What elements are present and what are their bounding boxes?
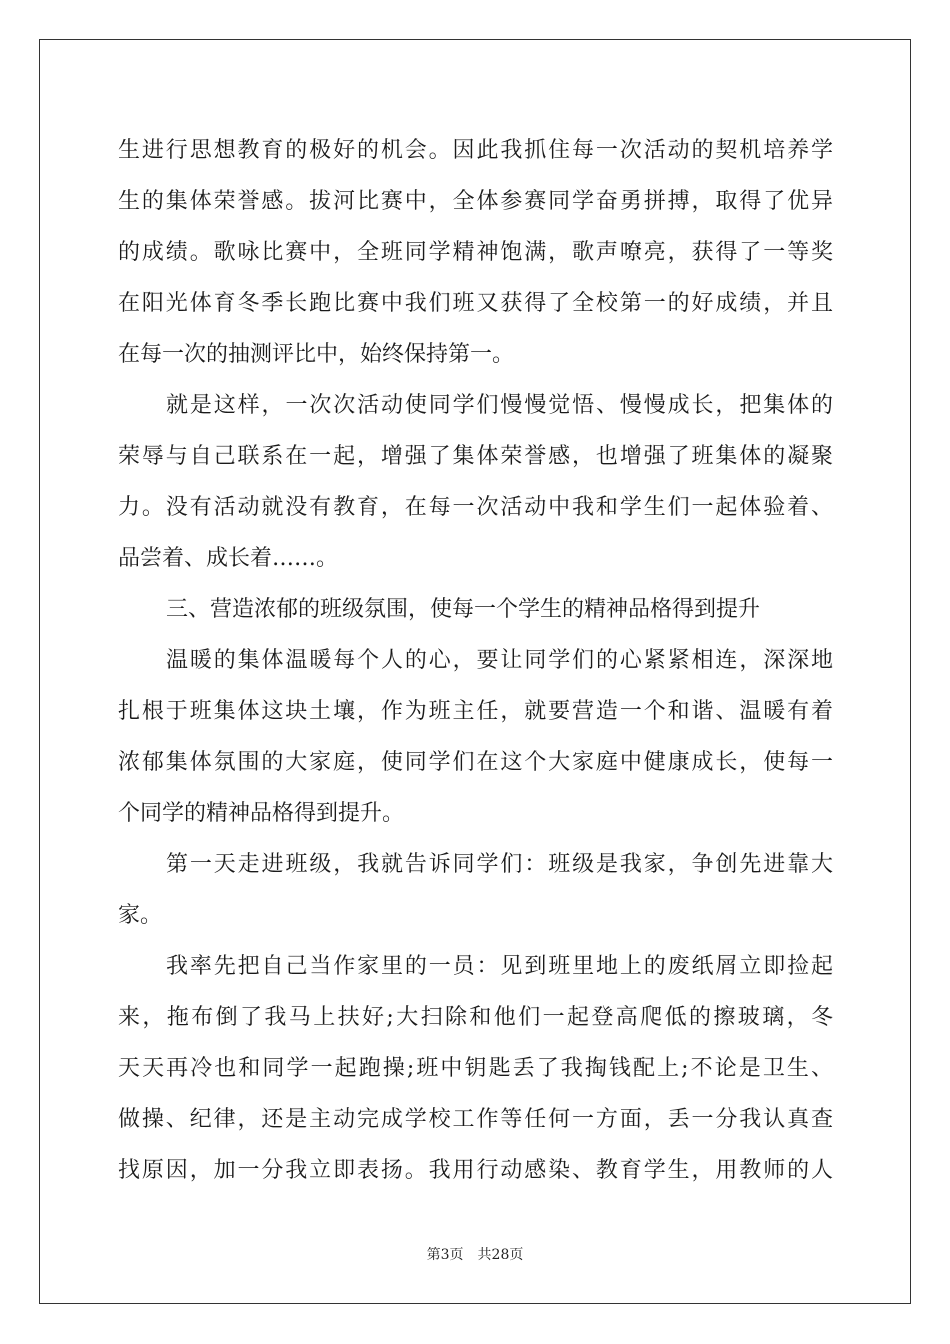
text-line: 找原因，加一分我立即表扬。我用行动感染、教育学生，用教师的人 <box>118 1158 833 1183</box>
text-line: 生进行思想教育的极好的机会。因此我抓住每一次活动的契机培养学 <box>118 138 833 163</box>
text-line: 生的集体荣誉感。拔河比赛中，全体参赛同学奋勇拼搏，取得了优异 <box>118 189 833 214</box>
text-line: 来，拖布倒了我马上扶好;大扫除和他们一起登高爬低的擦玻璃，冬 <box>118 1005 833 1030</box>
text-line: 浓郁集体氛围的大家庭，使同学们在这个大家庭中健康成长，使每一 <box>118 750 833 775</box>
text-line: 我率先把自己当作家里的一员：见到班里地上的废纸屑立即捡起 <box>166 954 833 979</box>
text-line: 品尝着、成长着……。 <box>118 546 339 571</box>
text-line: 荣辱与自己联系在一起，增强了集体荣誉感，也增强了班集体的凝聚 <box>118 444 833 469</box>
text-line: 家。 <box>118 903 163 928</box>
page-footer <box>0 1244 950 1264</box>
text-line: 第一天走进班级，我就告诉同学们：班级是我家，争创先进靠大 <box>166 852 833 877</box>
paragraph <box>118 839 833 941</box>
text-line: 天天再冷也和同学一起跑操;班中钥匙丢了我掏钱配上;不论是卫生、 <box>118 1056 833 1081</box>
text-line: 在每一次的抽测评比中，始终保持第一。 <box>118 342 515 367</box>
text-line: 个同学的精神品格得到提升。 <box>118 801 405 826</box>
section-heading <box>118 584 833 635</box>
paragraph <box>118 941 833 1196</box>
paragraph <box>118 635 833 839</box>
page-total: 共28页 <box>477 1247 524 1263</box>
text-line: 温暖的集体温暖每个人的心，要让同学们的心紧紧相连，深深地 <box>166 648 833 673</box>
text-line: 力。没有活动就没有教育，在每一次活动中我和学生们一起体验着、 <box>118 495 833 520</box>
page-number: 第3页 <box>426 1247 464 1263</box>
text-line: 就是这样，一次次活动使同学们慢慢觉悟、慢慢成长，把集体的 <box>166 393 833 418</box>
paragraph <box>118 125 833 380</box>
paragraph <box>118 380 833 584</box>
text-line: 做操、纪律，还是主动完成学校工作等任何一方面，丢一分我认真查 <box>118 1107 833 1132</box>
text-line: 的成绩。歌咏比赛中，全班同学精神饱满，歌声嘹亮，获得了一等奖 <box>118 240 833 265</box>
text-line: 扎根于班集体这块土壤，作为班主任，就要营造一个和谐、温暖有着 <box>118 699 833 724</box>
text-line: 三、营造浓郁的班级氛围，使每一个学生的精神品格得到提升 <box>166 597 761 622</box>
document-body <box>118 125 833 1196</box>
text-line: 在阳光体育冬季长跑比赛中我们班又获得了全校第一的好成绩，并且 <box>118 291 833 316</box>
